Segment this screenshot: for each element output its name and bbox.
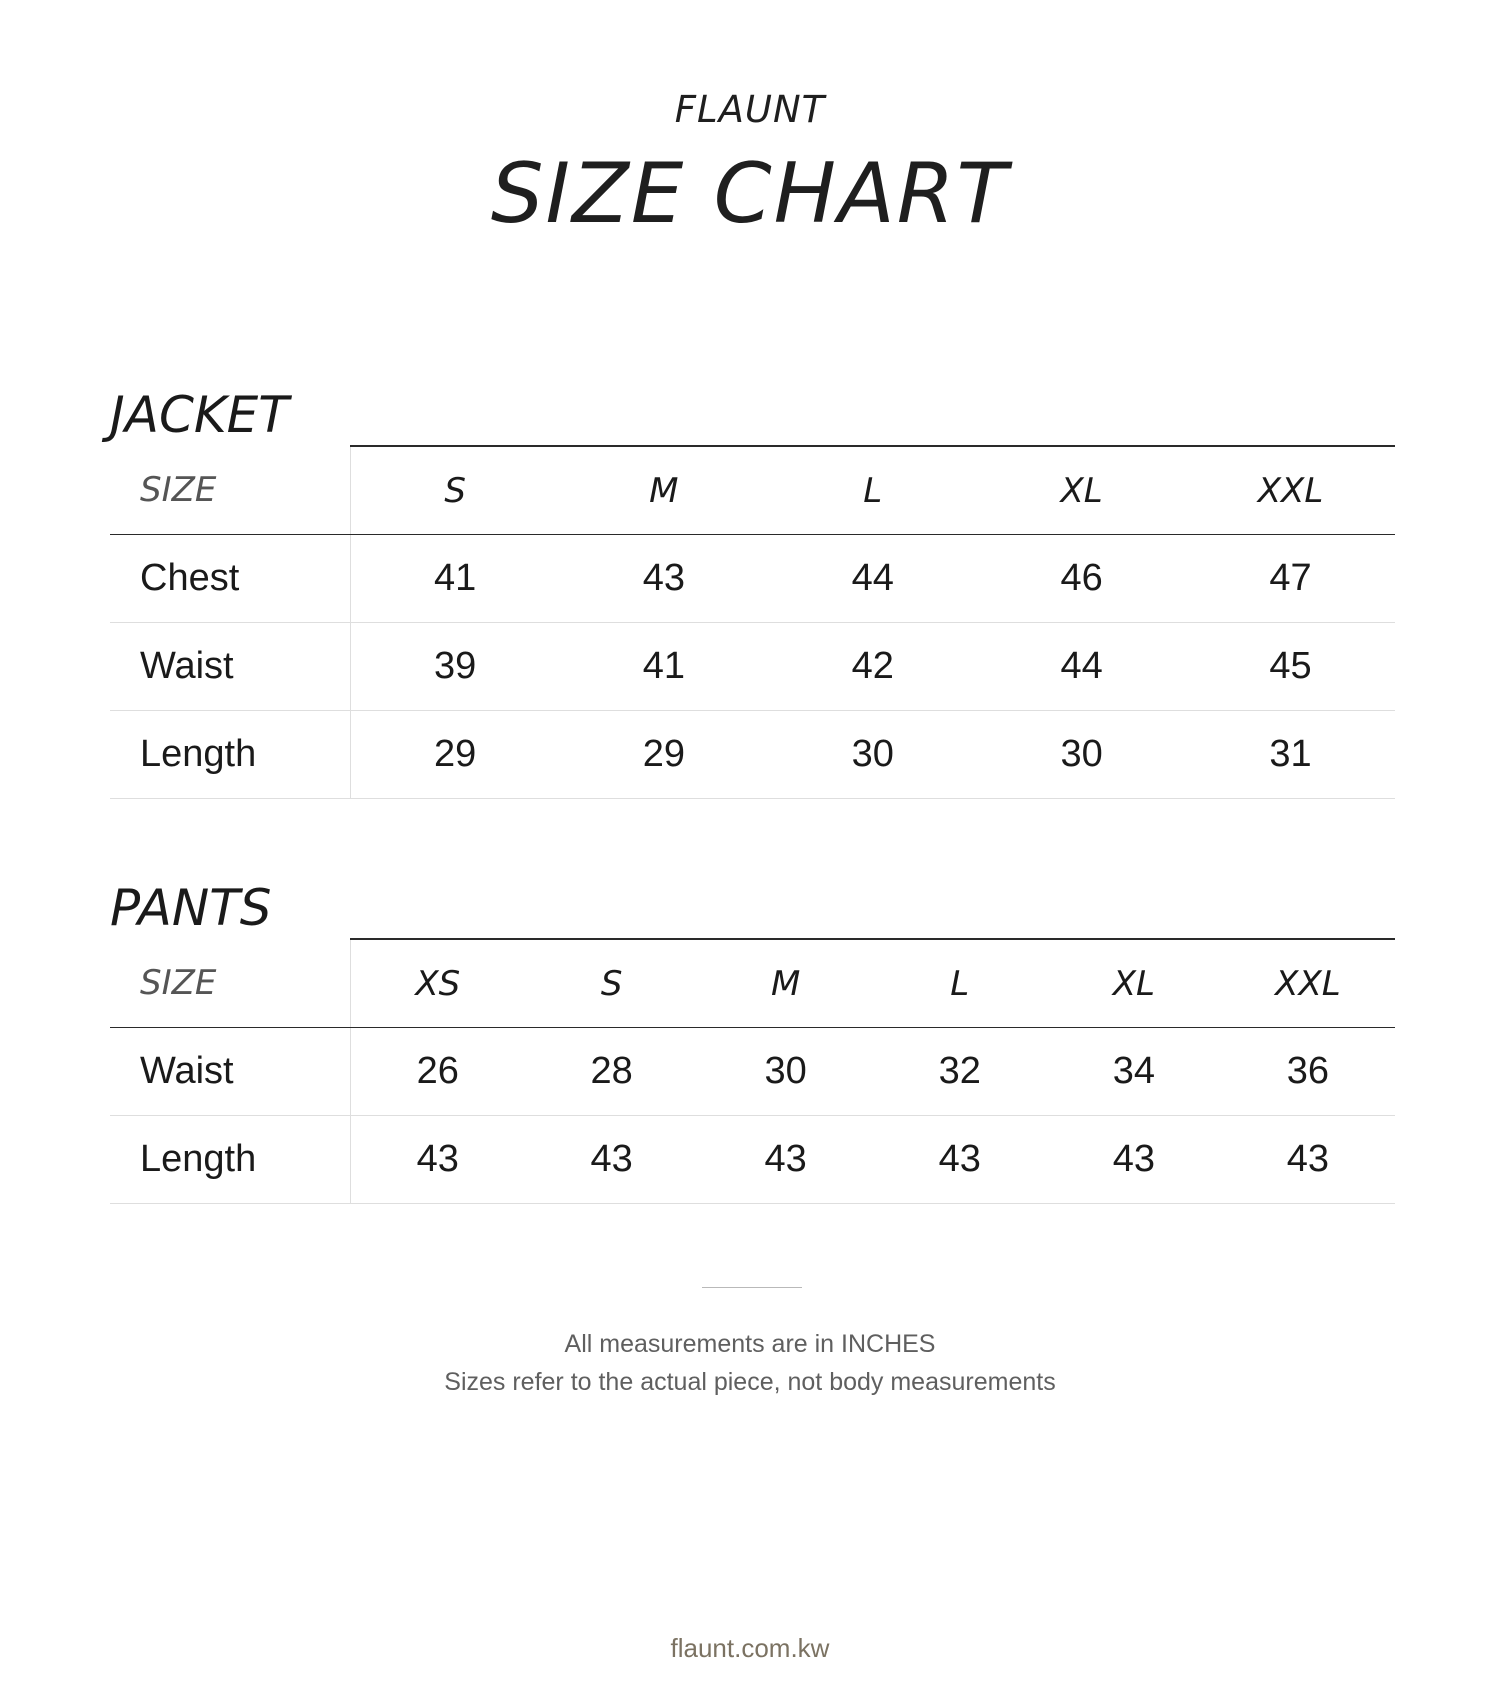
row-label: Chest bbox=[110, 535, 351, 623]
size-header-label: SIZE bbox=[110, 446, 351, 535]
table-cell: 43 bbox=[351, 1116, 525, 1204]
size-column-header: S bbox=[525, 939, 699, 1028]
size-column-header: M bbox=[699, 939, 873, 1028]
table-row bbox=[110, 1028, 1395, 1116]
brand-name: FLAUNT bbox=[674, 88, 826, 131]
table-cell: 28 bbox=[525, 1028, 699, 1116]
table-cell: 43 bbox=[525, 1116, 699, 1204]
jacket-section bbox=[110, 385, 1395, 799]
sizing-note: Sizes refer to the actual piece, not body measurements bbox=[444, 1368, 1056, 1396]
table-cell: 46 bbox=[977, 535, 1186, 623]
table-cell: 44 bbox=[977, 623, 1186, 711]
pants-section bbox=[110, 878, 1395, 1204]
row-label: Waist bbox=[110, 623, 351, 711]
table-cell: 39 bbox=[351, 623, 560, 711]
row-label: Length bbox=[110, 711, 351, 799]
row-label: Length bbox=[110, 1116, 351, 1204]
table-row bbox=[110, 1116, 1395, 1204]
table-cell: 31 bbox=[1186, 711, 1395, 799]
table-cell: 43 bbox=[699, 1116, 873, 1204]
table-cell: 44 bbox=[768, 535, 977, 623]
table-cell: 42 bbox=[768, 623, 977, 711]
pants-title: PANTS bbox=[110, 879, 272, 937]
table-header-row bbox=[110, 939, 1395, 1028]
size-column-header: S bbox=[351, 446, 560, 535]
measurement-note: All measurements are in INCHES bbox=[564, 1330, 936, 1358]
size-column-header: M bbox=[559, 446, 768, 535]
table-row bbox=[110, 623, 1395, 711]
size-column-header: XS bbox=[351, 939, 525, 1028]
table-cell: 43 bbox=[1221, 1116, 1395, 1204]
size-header-label: SIZE bbox=[110, 939, 351, 1028]
table-cell: 26 bbox=[351, 1028, 525, 1116]
table-cell: 30 bbox=[977, 711, 1186, 799]
table-cell: 43 bbox=[873, 1116, 1047, 1204]
table-cell: 30 bbox=[768, 711, 977, 799]
table-row bbox=[110, 711, 1395, 799]
website-link[interactable]: flaunt.com.kw bbox=[670, 1633, 830, 1663]
size-column-header: XXL bbox=[1186, 446, 1395, 535]
table-row bbox=[110, 535, 1395, 623]
size-column-header: L bbox=[873, 939, 1047, 1028]
table-cell: 43 bbox=[559, 535, 768, 623]
table-cell: 29 bbox=[351, 711, 560, 799]
pants-size-table bbox=[110, 938, 1395, 1204]
page-title: SIZE CHART bbox=[490, 145, 1010, 242]
size-column-header: XXL bbox=[1221, 939, 1395, 1028]
table-cell: 45 bbox=[1186, 623, 1395, 711]
table-cell: 41 bbox=[559, 623, 768, 711]
divider bbox=[702, 1287, 802, 1288]
size-column-header: XL bbox=[1047, 939, 1221, 1028]
table-cell: 30 bbox=[699, 1028, 873, 1116]
jacket-size-table bbox=[110, 445, 1395, 799]
table-cell: 36 bbox=[1221, 1028, 1395, 1116]
size-column-header: XL bbox=[977, 446, 1186, 535]
table-cell: 32 bbox=[873, 1028, 1047, 1116]
jacket-title: JACKET bbox=[110, 386, 289, 444]
table-cell: 34 bbox=[1047, 1028, 1221, 1116]
table-cell: 47 bbox=[1186, 535, 1395, 623]
table-cell: 43 bbox=[1047, 1116, 1221, 1204]
size-column-header: L bbox=[768, 446, 977, 535]
table-cell: 29 bbox=[559, 711, 768, 799]
table-header-row bbox=[110, 446, 1395, 535]
row-label: Waist bbox=[110, 1028, 351, 1116]
table-cell: 41 bbox=[351, 535, 560, 623]
